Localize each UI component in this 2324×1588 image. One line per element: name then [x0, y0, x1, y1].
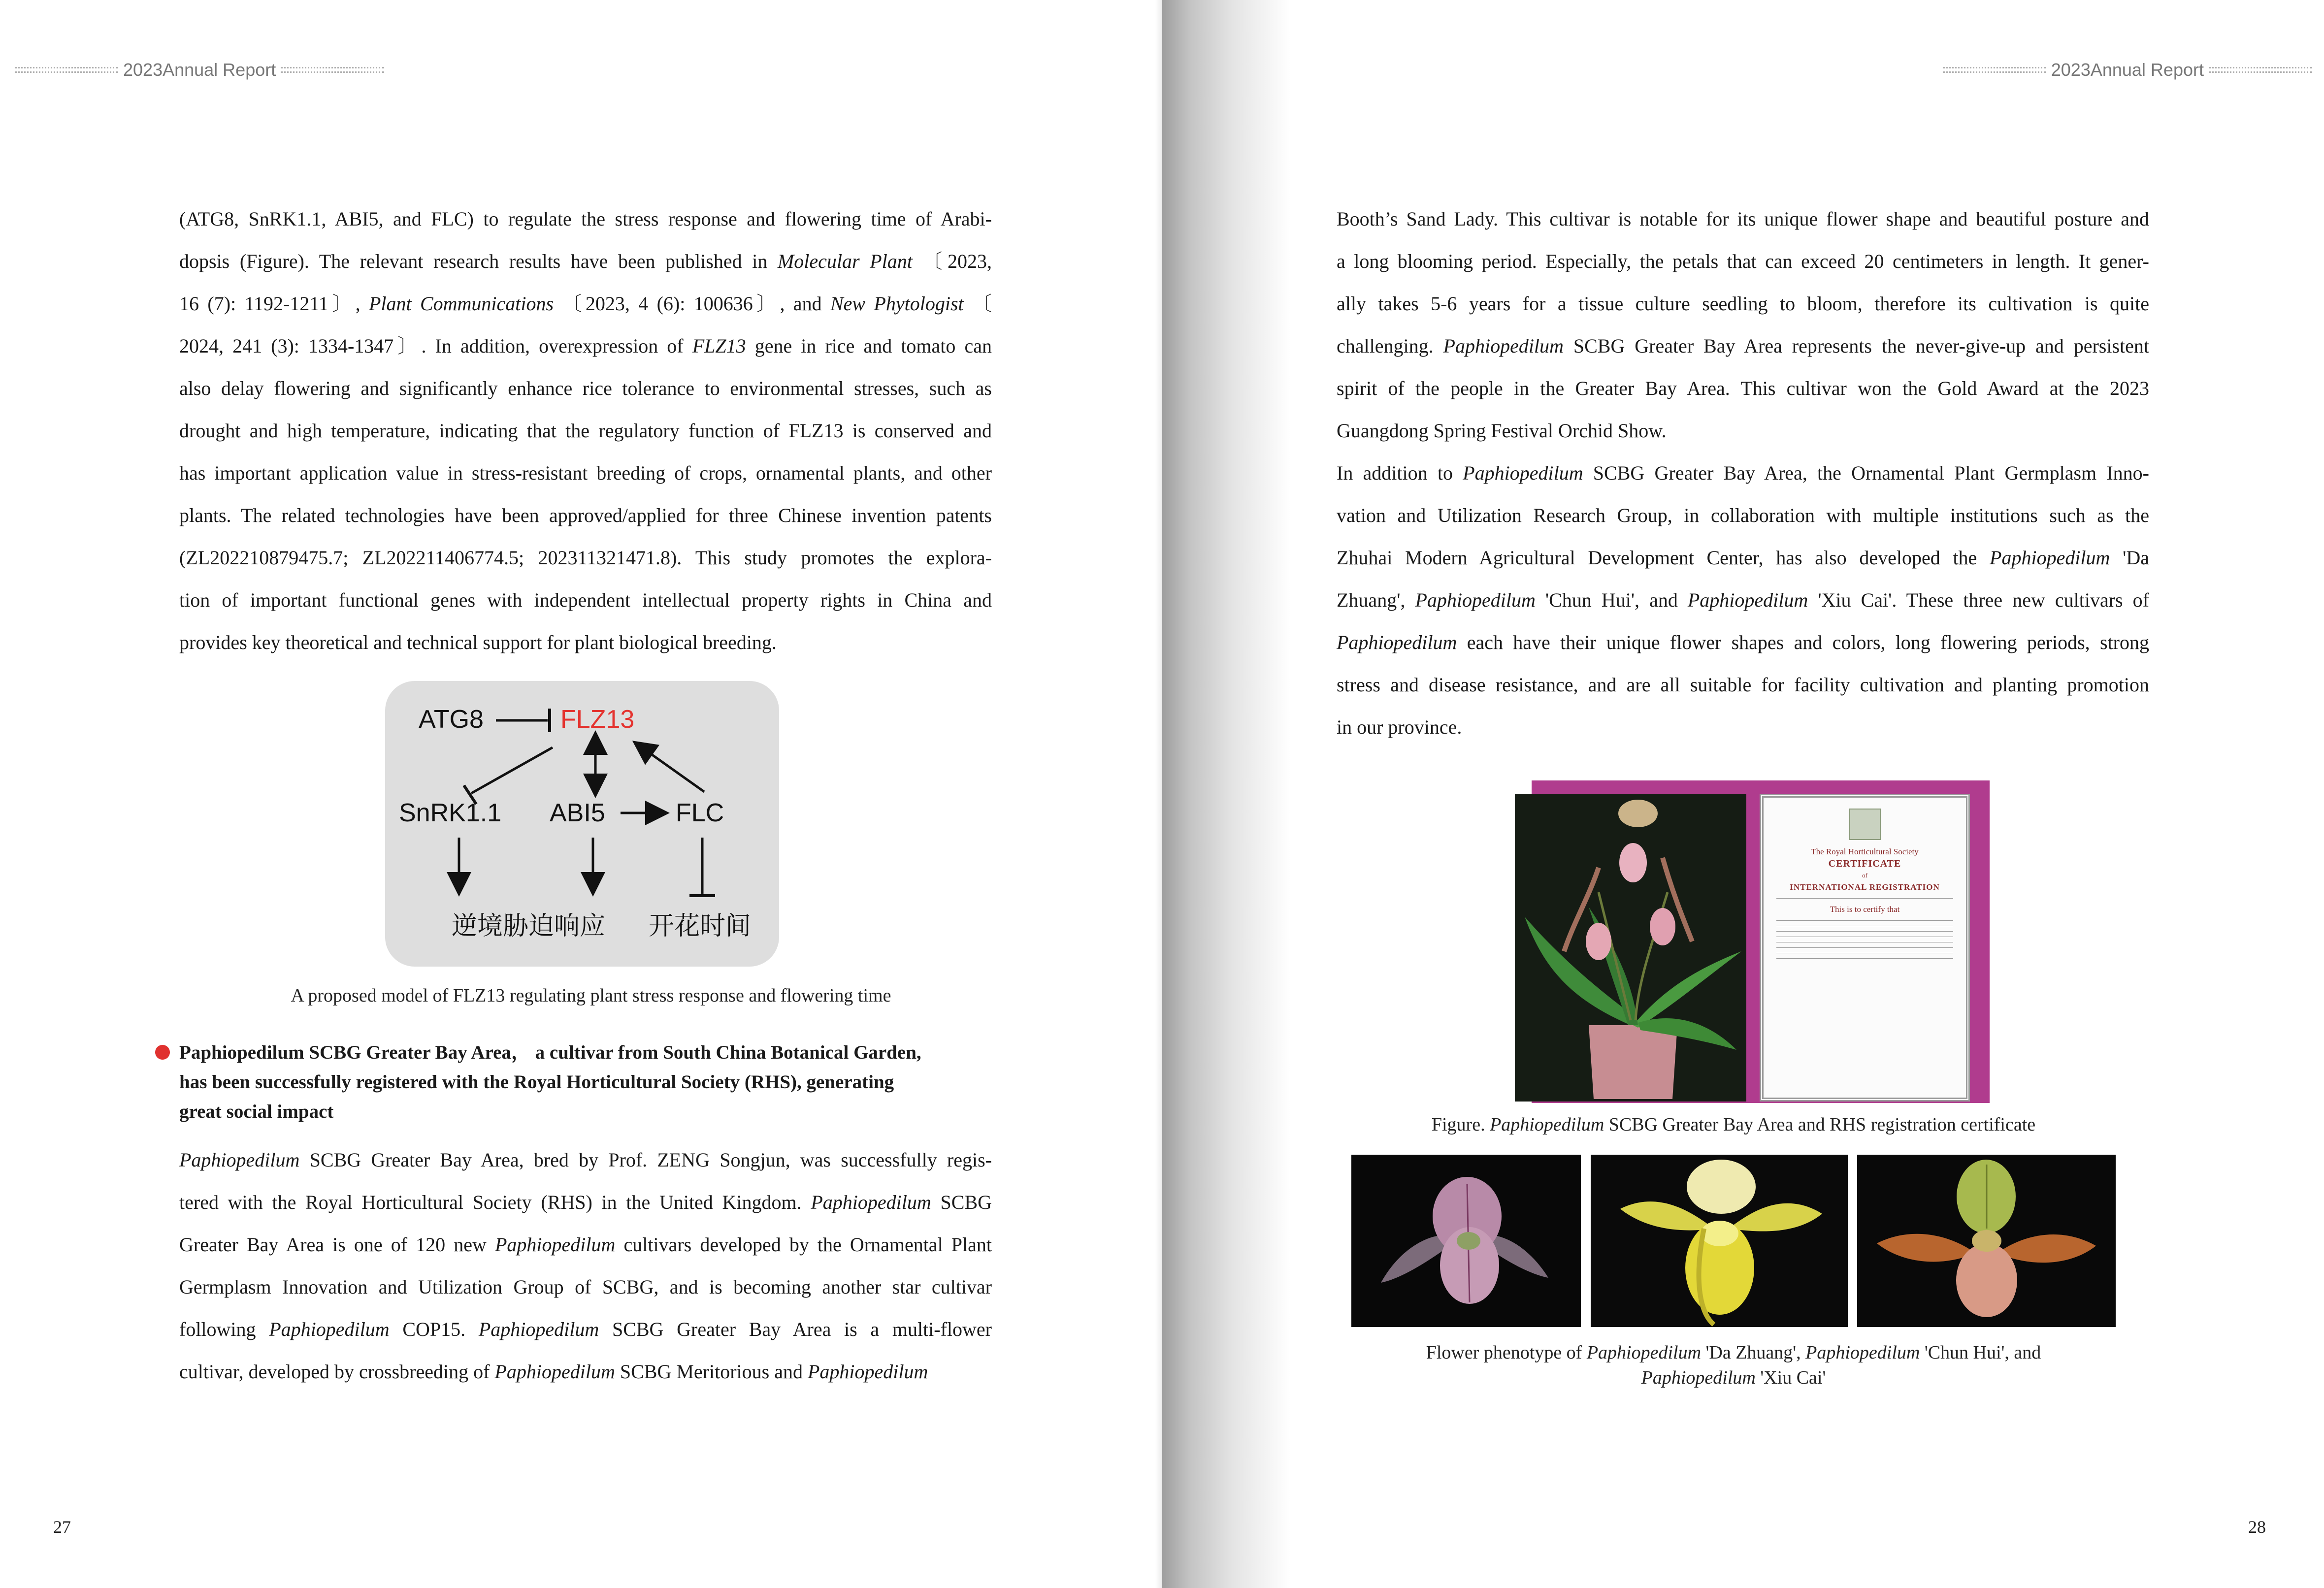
text-line: plants. The related technologies have been approved/applied for three Chinese invention patents: [179, 504, 992, 526]
text-line: also delay flowering and significantly enhance rice tolerance to environmental stresses, such as: [179, 377, 992, 399]
page-number: 27: [53, 1517, 71, 1537]
text-line: stress and disease resistance, and are all suitable for facility cultivation and planting promotion: [1337, 674, 2149, 696]
edge-flz13-inhibits-snrk: [471, 747, 553, 793]
flower-illustration: [1351, 1155, 1581, 1327]
text-line: Greater Bay Area is one of 120 new Paphiopedilum cultivars developed by the Ornamental Plant: [179, 1233, 992, 1256]
text-line: cultivar, developed by crossbreeding of Paphiopedilum SCBG Meritorious and Paphiopedilum: [179, 1361, 928, 1383]
flower-illustration: [1591, 1155, 1848, 1327]
node-abi5: ABI5: [550, 799, 605, 827]
flower-photo-chun-hui: [1591, 1155, 1848, 1327]
cert-divider: [1776, 898, 1953, 899]
text-line: challenging. Paphiopedilum SCBG Greater Bay Area represents the never-give-up and persistent: [1337, 335, 2149, 357]
gutter-shadow: [1162, 0, 1290, 1588]
text-line: following Paphiopedilum COP15. Paphiopedilum SCBG Greater Bay Area is a multi-flower: [179, 1318, 992, 1340]
node-atg8: ATG8: [419, 705, 484, 734]
text-line: ally takes 5-6 years for a tissue culture seedling to bloom, therefore its cultivation is quite: [1337, 292, 2149, 315]
figure-caption: Figure. Paphiopedilum SCBG Greater Bay Area and RHS registration certificate: [1431, 1114, 2036, 1135]
text-line: Zhuhai Modern Agricultural Development Center, has also developed the Paphiopedilum 'Da: [1337, 547, 2149, 569]
text-line: tion of important functional genes with independent intellectual property rights in China and: [179, 589, 992, 611]
running-head: [1943, 59, 2312, 81]
node-flc: FLC: [676, 799, 724, 827]
flz13-model-diagram: [385, 681, 779, 967]
cert-society: The Royal Horticultural Society: [1811, 847, 1919, 856]
diagram-graphic: [385, 681, 779, 967]
flower-photo-xiu-cai: [1857, 1155, 2116, 1327]
text-line: a long blooming period. Especially, the petals that can exceed 20 centimeters in length. It gener-: [1337, 250, 2149, 272]
cert-of: of: [1862, 872, 1867, 879]
text-line: Zhuang', Paphiopedilum 'Chun Hui', and Paphiopedilum 'Xiu Cai'. These three new cultivars of: [1337, 589, 2149, 611]
text-line: has important application value in stress-resistant breeding of crops, ornamental plants, and other: [179, 462, 992, 484]
rhs-logo: [1849, 809, 1881, 840]
text-line: (ZL202210879475.7; ZL202211406774.5; 202311321471.8). This study promotes the explora-: [179, 547, 992, 569]
text-line: (ATG8, SnRK1.1, ABI5, and FLC) to regulate the stress response and flowering time of Arabi-: [179, 208, 992, 230]
text-line: has been successfully registered with the Royal Horticultural Society (RHS), generating: [179, 1071, 894, 1093]
label-flowering-time: 开花时间: [649, 911, 752, 941]
text-line: 16 (7): 1192-1211〕, Plant Communications 〔2023, 4 (6): 100636〕, and New Phytologist 〔: [179, 292, 992, 315]
node-snrk: SnRK1.1: [399, 799, 502, 827]
flower-illustration: [1857, 1155, 2116, 1327]
text-line: Paphiopedilum each have their unique flower shapes and colors, long flowering periods, strong: [1337, 631, 2149, 653]
edge-flc-to-flz13: [636, 744, 704, 792]
cert-divider: [1776, 920, 1953, 921]
page-edge: [1155, 0, 1162, 1588]
running-head-text: 2023Annual Report: [123, 60, 276, 80]
rhs-certificate: [1760, 794, 1970, 1102]
text-line: Guangdong Spring Festival Orchid Show.: [1337, 420, 1667, 442]
cert-divider: [1776, 931, 1953, 932]
text-line: 2024, 241 (3): 1334-1347〕. In addition, overexpression of FLZ13 gene in rice and tomato can: [179, 335, 992, 357]
decorative-dots: [2209, 67, 2312, 73]
node-flz13: FLZ13: [560, 705, 635, 734]
flowers-caption-line-1: Flower phenotype of Paphiopedilum 'Da Zhuang', Paphiopedilum 'Chun Hui', and: [1426, 1342, 2041, 1363]
text-line: great social impact: [179, 1101, 334, 1122]
text-line: Germplasm Innovation and Utilization Group of SCBG, and is becoming another star cultivar: [179, 1276, 992, 1298]
left-paragraph-1: [179, 198, 992, 664]
text-line: Paphiopedilum SCBG Greater Bay Area， a cultivar from South China Botanical Garden,: [179, 1042, 921, 1063]
text-line: Booth’s Sand Lady. This cultivar is notable for its unique flower shape and beautiful posture and: [1337, 208, 2149, 230]
cert-divider: [1776, 947, 1953, 948]
text-line: In addition to Paphiopedilum SCBG Greater Bay Area, the Ornamental Plant Germplasm Inno-: [1337, 462, 2150, 484]
text-line: provides key theoretical and technical support for plant biological breeding.: [179, 631, 777, 653]
page-number: 28: [2248, 1517, 2266, 1537]
bullet-icon: [155, 1045, 170, 1060]
text-line: tered with the Royal Horticultural Society (RHS) in the United Kingdom. Paphiopedilum SCBG: [179, 1191, 992, 1213]
cert-divider: [1776, 958, 1953, 959]
right-paragraph-2: [1337, 452, 2149, 748]
cert-certify: This is to certify that: [1830, 905, 1900, 914]
decorative-dots: [15, 67, 118, 73]
decorative-dots: [1943, 67, 2046, 73]
text-line: spirit of the people in the Greater Bay Area. This cultivar won the Gold Award at the 2023: [1337, 377, 2149, 399]
cert-title-2: INTERNATIONAL REGISTRATION: [1790, 882, 1940, 892]
text-line: dopsis (Figure). The relevant research results have been published in Molecular Plant 〔2023,: [179, 250, 992, 272]
text-line: vation and Utilization Research Group, in collaboration with multiple institutions such as the: [1337, 504, 2149, 526]
running-head-text: 2023Annual Report: [2051, 60, 2204, 80]
text-line: drought and high temperature, indicating that the regulatory function of FLZ13 is conserved and: [179, 420, 992, 442]
cert-title: CERTIFICATE: [1828, 858, 1901, 869]
flower-photo-da-zhuang: [1351, 1155, 1581, 1327]
text-line: in our province.: [1337, 716, 1462, 738]
text-line: Paphiopedilum SCBG Greater Bay Area, bred by Prof. ZENG Songjun, was successfully regis-: [179, 1149, 992, 1171]
section-heading: [179, 1038, 992, 1127]
diagram-caption: A proposed model of FLZ13 regulating plant stress response and flowering time: [291, 985, 891, 1006]
orchid-plant-photo: [1515, 794, 1746, 1102]
right-paragraph-1: [1337, 198, 2149, 452]
left-paragraph-2: [179, 1139, 992, 1393]
running-head: [15, 59, 384, 81]
orchid-illustration: [1515, 794, 1746, 1102]
decorative-dots: [281, 67, 384, 73]
flowers-caption-line-2: Paphiopedilum 'Xiu Cai': [1641, 1367, 1826, 1388]
label-stress-response: 逆境胁迫响应: [452, 911, 606, 941]
